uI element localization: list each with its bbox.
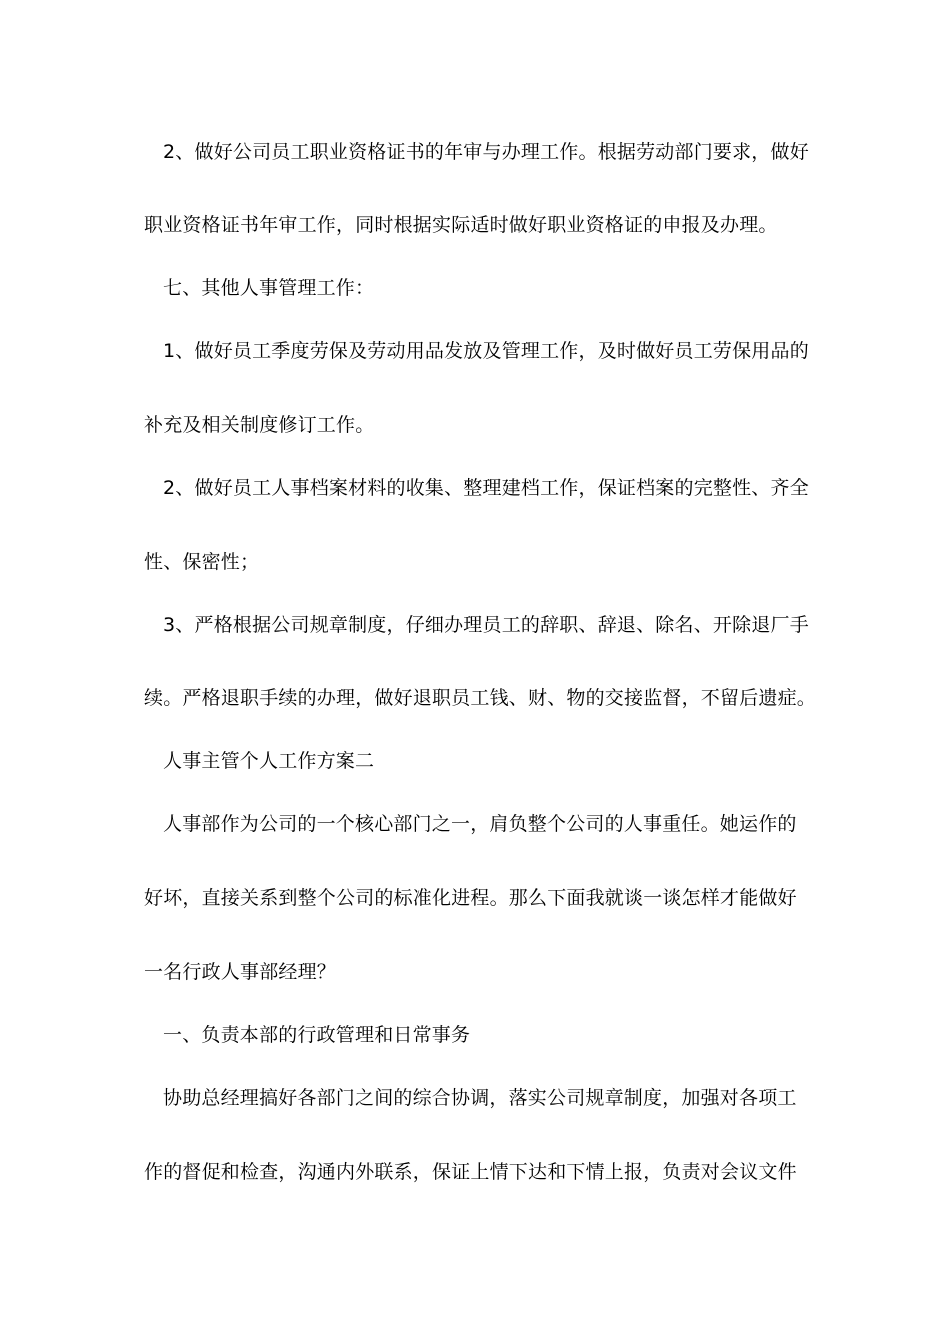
text-line: 一名行政人事部经理？ bbox=[144, 961, 337, 983]
text-line: 作的督促和检查，沟通内外联系，保证上情下达和下情上报，负责对会议文件 bbox=[144, 1161, 797, 1183]
text-line: 2、做好员工人事档案材料的收集、整理建档工作，保证档案的完整性、齐全 bbox=[163, 477, 809, 499]
text-line: 职业资格证书年审工作，同时根据实际适时做好职业资格证的申报及办理。 bbox=[144, 214, 778, 236]
text-line: 2、做好公司员工职业资格证书的年审与办理工作。根据劳动部门要求，做好 bbox=[163, 141, 809, 163]
text-line: 七、其他人事管理工作： bbox=[163, 277, 375, 299]
text-line: 续。严格退职手续的办理，做好退职员工钱、财、物的交接监督，不留后遗症。 bbox=[144, 687, 817, 709]
text-line: 人事部作为公司的一个核心部门之一，肩负整个公司的人事重任。她运作的 bbox=[163, 813, 797, 835]
section-heading: 一、负责本部的行政管理和日常事务 bbox=[163, 1024, 471, 1046]
text-line: 补充及相关制度修订工作。 bbox=[144, 414, 375, 436]
text-line: 性、保密性； bbox=[144, 551, 260, 573]
text-line: 3、严格根据公司规章制度，仔细办理员工的辞职、辞退、除名、开除退厂手 bbox=[163, 614, 809, 636]
text-line: 好坏，直接关系到整个公司的标准化进程。那么下面我就谈一谈怎样才能做好 bbox=[144, 887, 797, 909]
section-heading: 人事主管个人工作方案二 bbox=[163, 750, 375, 772]
text-line: 协助总经理搞好各部门之间的综合协调，落实公司规章制度，加强对各项工 bbox=[163, 1087, 797, 1109]
text-line: 1、做好员工季度劳保及劳动用品发放及管理工作，及时做好员工劳保用品的 bbox=[163, 340, 809, 362]
